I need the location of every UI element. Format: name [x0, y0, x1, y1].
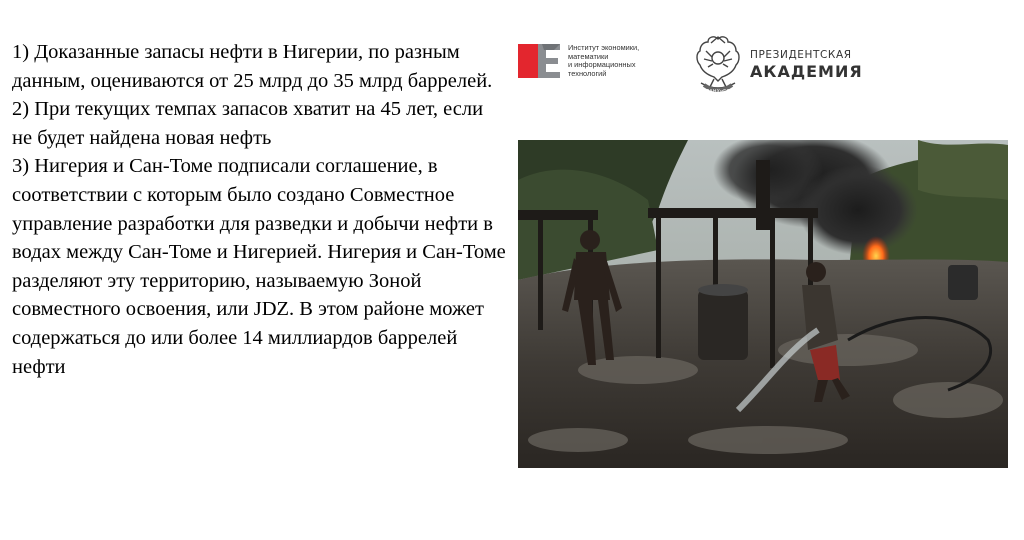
paragraph-jdz-agreement: 3) Нигерия и Сан-Томе подписали соглашение, в соответствии с которым было создано Совместное управление разработки для разведки и добычи нефти в водах между Сан-Томе и Нигерией. Нигерия и Сан-Томе разделяют эту территорию, называемую Зоной совместного освоения, или JDZ. В этом районе может содержаться до или более 14 миллиардов баррелей нефти — [12, 155, 506, 378]
institute-logo — [518, 42, 678, 84]
emblem-motto: РАНХиГС — [706, 89, 730, 95]
oil-refinery-photo — [518, 140, 1008, 468]
academy-logo — [694, 32, 864, 98]
body-text — [12, 38, 508, 381]
institute-name: Институт экономики, математики и информационных технологий — [568, 43, 640, 78]
paragraph-reserve-duration: 2) При текущих темпах запасов хватит на 45 лет, если не будет найдена новая нефть — [12, 98, 484, 149]
institute-emblem-icon — [518, 42, 562, 82]
eagle-emblem-icon — [694, 33, 742, 97]
academy-name: ПРЕЗИДЕНТСКАЯ АКАДЕМИЯ — [750, 49, 863, 81]
paragraph-oil-reserves: 1) Доказанные запасы нефти в Нигерии, по разным данным, оцениваются от 25 млрд до 35 млрд баррелей. — [12, 41, 493, 92]
